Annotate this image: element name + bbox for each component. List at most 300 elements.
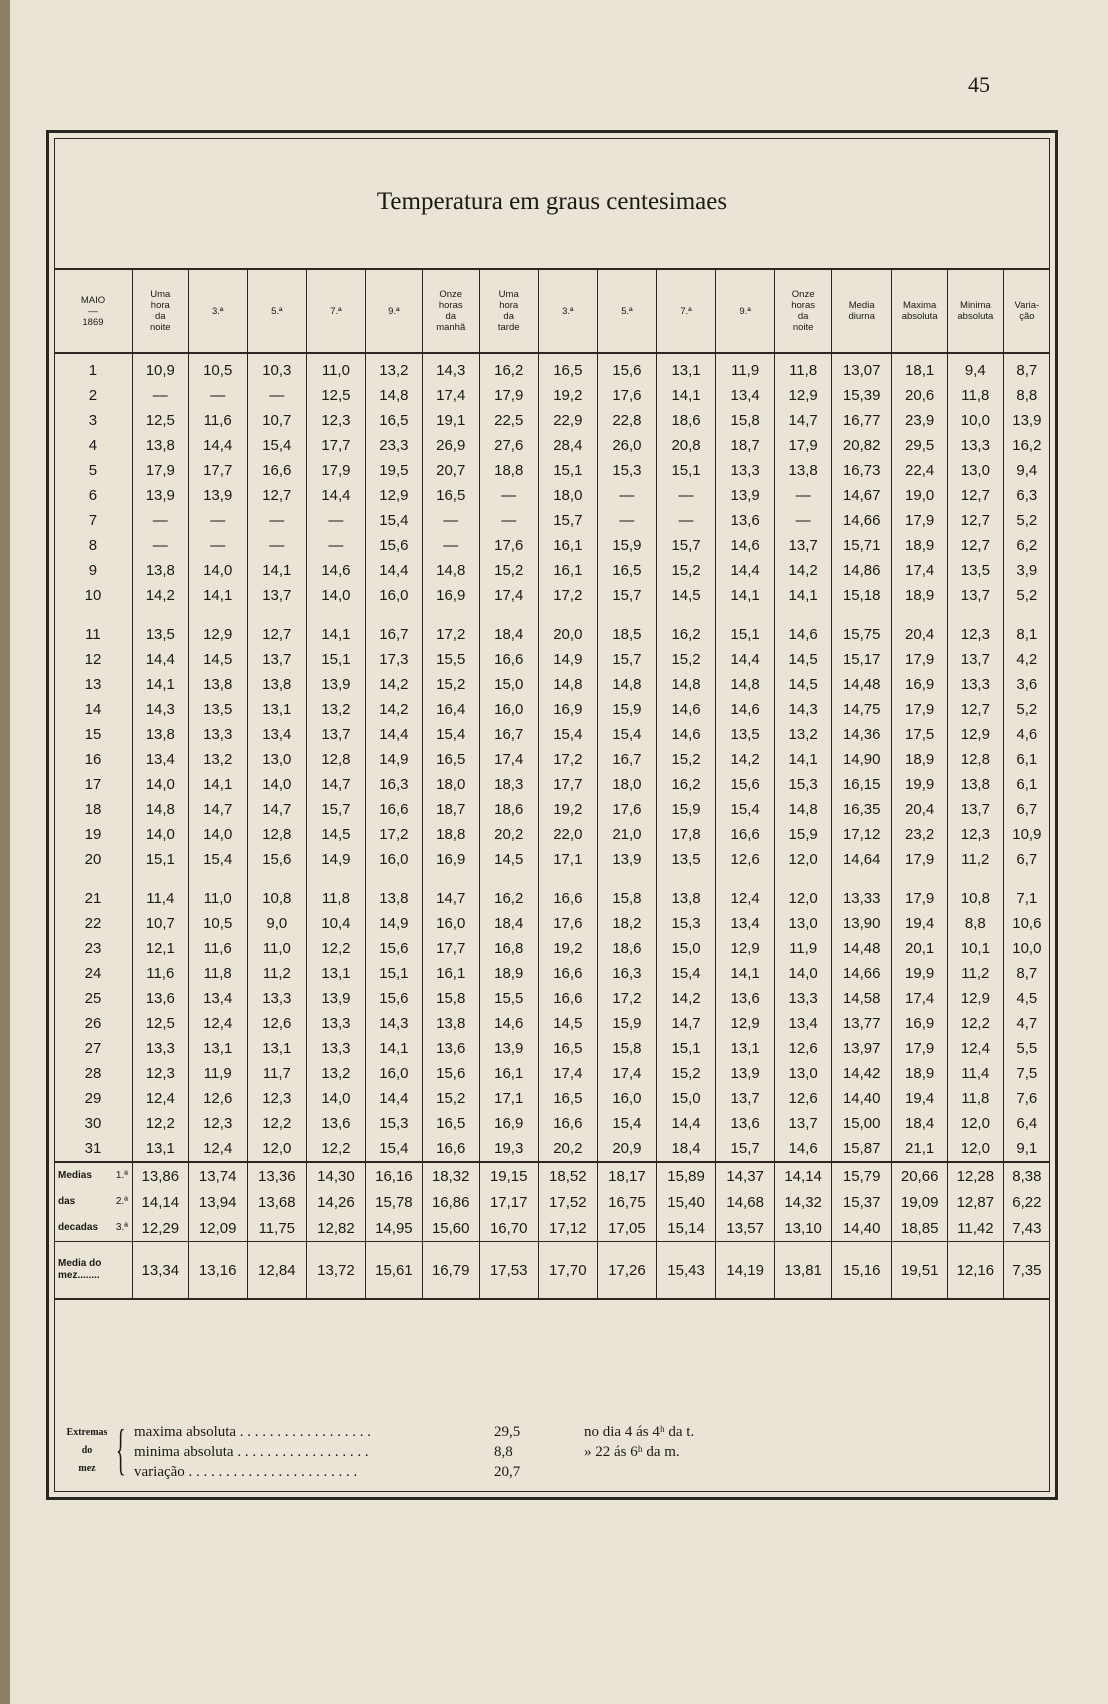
table-cell: 13,9 <box>597 847 656 872</box>
table-cell: 16,7 <box>479 722 538 747</box>
table-cell: 15,1 <box>656 458 715 483</box>
table-cell: 12,3 <box>948 622 1004 647</box>
table-cell: 13,1 <box>247 1036 306 1061</box>
table-cell: 18,7 <box>422 797 479 822</box>
header-line: tarde <box>497 322 520 333</box>
decade-mean-cell: 14,26 <box>306 1189 365 1215</box>
decade-mean-cell: 14,40 <box>832 1215 892 1242</box>
table-cell: 14,4 <box>132 647 188 672</box>
table-cell: 18,6 <box>656 408 715 433</box>
table-cell: 16,6 <box>247 458 306 483</box>
column-header <box>306 269 365 353</box>
table-cell: 14,2 <box>132 583 188 608</box>
header-line: Onze <box>791 289 815 300</box>
table-cell: 16,0 <box>365 583 422 608</box>
decade-mean-cell: 12,28 <box>948 1162 1004 1189</box>
table-cell: 14,0 <box>306 583 365 608</box>
table-cell: 12,9 <box>775 383 832 408</box>
table-cell: 12,3 <box>132 1061 188 1086</box>
table-cell: 16,5 <box>365 408 422 433</box>
table-cell: 11,0 <box>188 886 247 911</box>
header-line: Maxima <box>903 300 937 311</box>
decade-mean-cell: 15,37 <box>832 1189 892 1215</box>
decade-mean-cell: 13,10 <box>775 1215 832 1242</box>
table-cell: 14,1 <box>775 583 832 608</box>
table-cell: 14,4 <box>365 558 422 583</box>
table-cell: 10,9 <box>1012 826 1042 843</box>
table-cell: 10,0 <box>948 408 1004 433</box>
table-cell: 15,4 <box>422 722 479 747</box>
table-cell: 16,2 <box>656 772 715 797</box>
table-cell: 16,6 <box>365 797 422 822</box>
table-cell: 12,9 <box>188 622 247 647</box>
table-cell: 20,6 <box>892 383 948 408</box>
table-cell: 22,5 <box>479 408 538 433</box>
table-cell: 8,1 <box>1016 626 1038 643</box>
spacer-cell <box>132 608 188 622</box>
day-cell: 4 <box>54 433 132 458</box>
decade-mean-cell: 15,78 <box>365 1189 422 1215</box>
table-cell: 18,1 <box>892 353 948 383</box>
spacer-cell <box>948 872 1004 886</box>
table-cell: 14,1 <box>775 747 832 772</box>
table-cell: 14,4 <box>365 1086 422 1111</box>
table-cell: 14,7 <box>306 772 365 797</box>
table-cell: 16,5 <box>538 353 597 383</box>
column-header <box>188 269 247 353</box>
table-cell: 17,6 <box>538 911 597 936</box>
spacer-cell <box>422 872 479 886</box>
table-cell: 13,9 <box>306 986 365 1011</box>
table-cell: 13,5 <box>656 847 715 872</box>
table-cell: 15,1 <box>132 847 188 872</box>
table-cell: 15,7 <box>538 508 597 533</box>
table-cell: 7,5 <box>1016 1065 1038 1082</box>
table-cell: 16,1 <box>479 1061 538 1086</box>
table-cell: 15,9 <box>597 533 656 558</box>
decade-mean-cell: 20,66 <box>892 1162 948 1189</box>
decade-mean-cell: 13,74 <box>188 1162 247 1189</box>
table-cell: 13,1 <box>247 697 306 722</box>
table-cell: 16,15 <box>832 772 892 797</box>
table-cell: 13,77 <box>832 1011 892 1036</box>
table-cell: 15,4 <box>365 1136 422 1162</box>
table-cell: 12,6 <box>247 1011 306 1036</box>
table-cell: 10,5 <box>188 911 247 936</box>
day-cell: 7 <box>54 508 132 533</box>
day-cell: 25 <box>54 986 132 1011</box>
table-cell: 4,7 <box>1016 1015 1038 1032</box>
table-cell: 14,5 <box>479 847 538 872</box>
table-cell: 11,0 <box>247 936 306 961</box>
table-cell: 16,9 <box>892 672 948 697</box>
decade-mean-cell: 15,40 <box>656 1189 715 1215</box>
day-cell: 22 <box>54 911 132 936</box>
table-cell: 17,9 <box>892 1036 948 1061</box>
decade-mean-cell: 11,75 <box>247 1215 306 1242</box>
table-cell: 18,0 <box>422 772 479 797</box>
decade-mean-cell: 14,68 <box>716 1189 775 1215</box>
table-row <box>54 508 1050 533</box>
table-cell: 12,5 <box>306 383 365 408</box>
table-cell: 14,48 <box>832 936 892 961</box>
table-cell: 5,2 <box>1016 587 1038 604</box>
table-cell: 18,2 <box>597 911 656 936</box>
table-cell: 15,18 <box>832 583 892 608</box>
decade-mean-cell: 13,57 <box>716 1215 775 1242</box>
table-cell: 6,7 <box>1016 801 1038 818</box>
table-cell: 16,0 <box>365 847 422 872</box>
decade-mean-cell: 17,05 <box>597 1215 656 1242</box>
table-cell: — <box>188 533 247 558</box>
table-cell: 20,1 <box>892 936 948 961</box>
table-cell: 9,4 <box>948 353 1004 383</box>
table-cell: 13,8 <box>775 458 832 483</box>
table-cell: 12,9 <box>948 986 1004 1011</box>
table-cell: 17,9 <box>132 458 188 483</box>
table-cell: 13,7 <box>948 583 1004 608</box>
table-row <box>54 1136 1050 1162</box>
table-cell: 15,8 <box>597 886 656 911</box>
table-cell: 12,2 <box>948 1011 1004 1036</box>
table-cell: 12,6 <box>188 1086 247 1111</box>
column-header <box>247 269 306 353</box>
table-cell: 11,8 <box>948 1086 1004 1111</box>
table-cell: 13,8 <box>132 433 188 458</box>
day-cell: 21 <box>54 886 132 911</box>
decade-mean-cell: 12,29 <box>132 1215 188 1242</box>
table-row <box>54 961 1050 986</box>
table-cell: 13,8 <box>132 722 188 747</box>
table-cell: 13,1 <box>188 1036 247 1061</box>
table-cell: 15,8 <box>422 986 479 1011</box>
column-header <box>365 269 422 353</box>
spacer-cell <box>306 872 365 886</box>
spacer-cell <box>365 608 422 622</box>
table-row <box>54 986 1050 1011</box>
table-cell: 12,7 <box>948 508 1004 533</box>
table-cell: 16,73 <box>832 458 892 483</box>
table-cell: 14,2 <box>656 986 715 1011</box>
table-cell: 12,5 <box>132 408 188 433</box>
table-cell: — <box>132 533 188 558</box>
table-cell: 16,5 <box>422 1111 479 1136</box>
table-cell: 14,4 <box>656 1111 715 1136</box>
table-cell: 12,6 <box>775 1086 832 1111</box>
header-line: 7.ª <box>330 305 342 317</box>
day-cell: 24 <box>54 961 132 986</box>
decade-mean-cell: 14,37 <box>716 1162 775 1189</box>
table-row <box>54 383 1050 408</box>
table-cell: 19,9 <box>892 961 948 986</box>
table-cell: 14,0 <box>775 961 832 986</box>
table-cell: 10,6 <box>1012 915 1042 932</box>
table-cell: 13,9 <box>716 1061 775 1086</box>
spacer-cell <box>597 872 656 886</box>
table-row <box>54 458 1050 483</box>
table-cell: 14,2 <box>365 672 422 697</box>
table-cell: 13,3 <box>948 672 1004 697</box>
table-cell: 15,9 <box>597 697 656 722</box>
column-header <box>892 269 948 353</box>
table-cell: 15,4 <box>716 797 775 822</box>
table-cell: 11,0 <box>306 353 365 383</box>
decade-mean-row <box>54 1215 1050 1242</box>
table-cell: 17,6 <box>597 797 656 822</box>
table-cell: 19,4 <box>892 911 948 936</box>
table-cell: 15,6 <box>365 986 422 1011</box>
table-cell: 13,9 <box>1012 412 1042 429</box>
table-cell: 10,7 <box>132 911 188 936</box>
table-cell: 14,5 <box>656 583 715 608</box>
table-cell: — <box>306 508 365 533</box>
table-cell: 6,1 <box>1016 776 1038 793</box>
table-cell: 18,9 <box>892 1061 948 1086</box>
table-cell: 15,4 <box>188 847 247 872</box>
table-cell: 12,0 <box>948 1136 1004 1162</box>
table-cell: 13,5 <box>188 697 247 722</box>
day-cell: 30 <box>54 1111 132 1136</box>
table-cell: 12,0 <box>247 1136 306 1162</box>
table-cell: 5,2 <box>1016 701 1038 718</box>
column-header <box>479 269 538 353</box>
table-cell: 23,3 <box>365 433 422 458</box>
table-cell: 6,1 <box>1016 751 1038 768</box>
table-cell: 13,8 <box>656 886 715 911</box>
table-row <box>54 433 1050 458</box>
table-cell: 19,2 <box>538 936 597 961</box>
decade-mean-cell: 14,14 <box>775 1162 832 1189</box>
table-cell: 12,9 <box>716 1011 775 1036</box>
table-cell: — <box>247 533 306 558</box>
table-cell: 16,7 <box>365 622 422 647</box>
table-row <box>54 1086 1050 1111</box>
table-row <box>54 936 1050 961</box>
day-cell: 6 <box>54 483 132 508</box>
table-cell: 19,5 <box>365 458 422 483</box>
table-cell: 11,6 <box>132 961 188 986</box>
header-line: hora <box>150 300 170 311</box>
table-cell: 12,6 <box>775 1036 832 1061</box>
column-header <box>1003 269 1050 353</box>
table-cell: 14,3 <box>422 353 479 383</box>
spacer-cell <box>832 872 892 886</box>
table-cell: — <box>479 508 538 533</box>
table-cell: 16,0 <box>422 911 479 936</box>
page-number: 45 <box>968 72 990 97</box>
table-cell: 19,2 <box>538 383 597 408</box>
table-cell: 14,3 <box>132 697 188 722</box>
table-cell: 14,3 <box>775 697 832 722</box>
table-cell: — <box>597 508 656 533</box>
spacer-cell <box>1003 872 1050 886</box>
table-cell: 16,6 <box>716 822 775 847</box>
table-cell: 20,2 <box>538 1136 597 1162</box>
table-cell: 14,66 <box>832 508 892 533</box>
month-mean-cell: 14,19 <box>716 1242 775 1300</box>
spacer-cell <box>479 872 538 886</box>
table-cell: 14,0 <box>188 822 247 847</box>
table-cell: 14,5 <box>775 672 832 697</box>
table-cell: 29,5 <box>892 433 948 458</box>
day-cell: 17 <box>54 772 132 797</box>
day-cell: 13 <box>54 672 132 697</box>
table-cell: 12,9 <box>948 722 1004 747</box>
month-mean-cell: 13,34 <box>132 1242 188 1300</box>
table-cell: 14,7 <box>247 797 306 822</box>
spacer-cell <box>538 608 597 622</box>
table-cell: 14,1 <box>306 622 365 647</box>
table-cell: 13,0 <box>948 458 1004 483</box>
table-row <box>54 822 1050 847</box>
table-cell: 17,3 <box>365 647 422 672</box>
table-cell: 16,6 <box>538 886 597 911</box>
header-line: Minima <box>960 300 991 311</box>
table-cell: 14,9 <box>365 747 422 772</box>
table-cell: 7,6 <box>1016 1090 1038 1107</box>
table-row <box>54 911 1050 936</box>
table-cell: 14,1 <box>132 672 188 697</box>
decade-word: decadas <box>58 1222 99 1233</box>
table-cell: 16,9 <box>538 697 597 722</box>
month-mean-cell: 7,35 <box>1003 1242 1050 1300</box>
header-line: Varia- <box>1014 300 1040 311</box>
table-cell: 16,77 <box>832 408 892 433</box>
table-cell: 18,8 <box>422 822 479 847</box>
table-cell: 11,9 <box>188 1061 247 1086</box>
header-line: noite <box>792 322 814 333</box>
column-header <box>132 269 188 353</box>
decade-mean-cell: 16,16 <box>365 1162 422 1189</box>
day-cell: 1 <box>54 353 132 383</box>
table-cell: 11,4 <box>948 1061 1004 1086</box>
table-cell: 12,4 <box>948 1036 1004 1061</box>
table-cell: 15,2 <box>422 672 479 697</box>
table-cell: 15,5 <box>422 647 479 672</box>
table-cell: 17,12 <box>832 822 892 847</box>
header-line: Uma <box>498 289 519 300</box>
table-cell: 18,0 <box>538 483 597 508</box>
table-cell: 15,4 <box>247 433 306 458</box>
table-cell: 13,2 <box>306 697 365 722</box>
table-cell: 13,6 <box>716 986 775 1011</box>
table-cell: 13,4 <box>188 986 247 1011</box>
table-cell: 10,4 <box>306 911 365 936</box>
spacer-cell <box>188 872 247 886</box>
table-cell: 17,7 <box>306 433 365 458</box>
table-cell: 14,6 <box>775 1136 832 1162</box>
table-cell: 18,6 <box>597 936 656 961</box>
table-cell: 17,2 <box>365 822 422 847</box>
table-cell: 14,7 <box>656 1011 715 1036</box>
day-cell: 26 <box>54 1011 132 1036</box>
table-cell: 12,2 <box>306 936 365 961</box>
table-cell: 16,5 <box>597 558 656 583</box>
table-cell: 15,4 <box>597 1111 656 1136</box>
table-row <box>54 1111 1050 1136</box>
day-cell: 2 <box>54 383 132 408</box>
table-cell: 14,36 <box>832 722 892 747</box>
table-cell: 18,4 <box>656 1136 715 1162</box>
table-cell: 27,6 <box>479 433 538 458</box>
header-line: 7.ª <box>680 305 692 317</box>
table-cell: 16,6 <box>538 986 597 1011</box>
decade-mean-cell: 13,86 <box>132 1162 188 1189</box>
table-cell: 15,3 <box>656 911 715 936</box>
decade-ordinal: 2.ª <box>115 1196 128 1207</box>
decade-mean-cell: 6,22 <box>1012 1193 1042 1211</box>
table-cell: 14,9 <box>538 647 597 672</box>
header-line: hora <box>499 300 519 311</box>
table-cell: 15,00 <box>832 1111 892 1136</box>
table-cell: 13,3 <box>716 458 775 483</box>
extremes-label: Extremas do mez <box>66 1427 108 1474</box>
table-cell: 26,0 <box>597 433 656 458</box>
table-cell: 10,7 <box>247 408 306 433</box>
table-cell: 17,9 <box>892 508 948 533</box>
table-cell: 15,6 <box>365 936 422 961</box>
table-cell: 12,3 <box>306 408 365 433</box>
table-cell: 13,3 <box>948 433 1004 458</box>
table-cell: 12,8 <box>306 747 365 772</box>
table-cell: 10,9 <box>132 353 188 383</box>
table-cell: 17,1 <box>538 847 597 872</box>
table-cell: 16,6 <box>422 1136 479 1162</box>
decade-mean-cell: 8,38 <box>1003 1162 1050 1189</box>
table-cell: 4,5 <box>1016 990 1038 1007</box>
day-cell: 18 <box>54 797 132 822</box>
table-cell: 17,9 <box>892 697 948 722</box>
table-cell: — <box>656 508 715 533</box>
month-mean-cell: 12,16 <box>948 1242 1004 1300</box>
table-cell: 5,5 <box>1016 1040 1038 1057</box>
table-cell: 12,2 <box>306 1136 365 1162</box>
table-cell: 16,6 <box>538 1111 597 1136</box>
table-cell: 11,6 <box>188 408 247 433</box>
table-cell: 14,5 <box>188 647 247 672</box>
table-cell: 17,9 <box>892 647 948 672</box>
table-cell: 13,1 <box>132 1136 188 1162</box>
table-cell: 20,82 <box>832 433 892 458</box>
temperature-table <box>54 268 1050 1300</box>
spacer-cell <box>54 608 132 622</box>
table-cell: 15,8 <box>597 1036 656 1061</box>
table-cell: 13,1 <box>306 961 365 986</box>
table-cell: 13,8 <box>132 558 188 583</box>
table-cell: 17,9 <box>892 886 948 911</box>
table-cell: 16,6 <box>538 961 597 986</box>
table-row <box>54 408 1050 433</box>
table-cell: 14,40 <box>832 1086 892 1111</box>
table-cell: 14,66 <box>832 961 892 986</box>
table-cell: 16,5 <box>422 747 479 772</box>
decade-mean-cell: 14,30 <box>306 1162 365 1189</box>
table-cell: — <box>188 508 247 533</box>
table-cell: 14,64 <box>832 847 892 872</box>
table-cell: 13,3 <box>132 1036 188 1061</box>
table-cell: 22,8 <box>597 408 656 433</box>
table-cell: 14,5 <box>775 647 832 672</box>
table-cell: 13,6 <box>132 986 188 1011</box>
spacer-cell <box>188 608 247 622</box>
decade-mean-cell: 14,14 <box>132 1189 188 1215</box>
table-cell: 13,9 <box>306 672 365 697</box>
table-cell: 16,6 <box>479 647 538 672</box>
table-cell: 17,4 <box>538 1061 597 1086</box>
table-cell: 13,0 <box>247 747 306 772</box>
table-cell: 6,2 <box>1016 537 1038 554</box>
spacer-row <box>54 608 1050 622</box>
